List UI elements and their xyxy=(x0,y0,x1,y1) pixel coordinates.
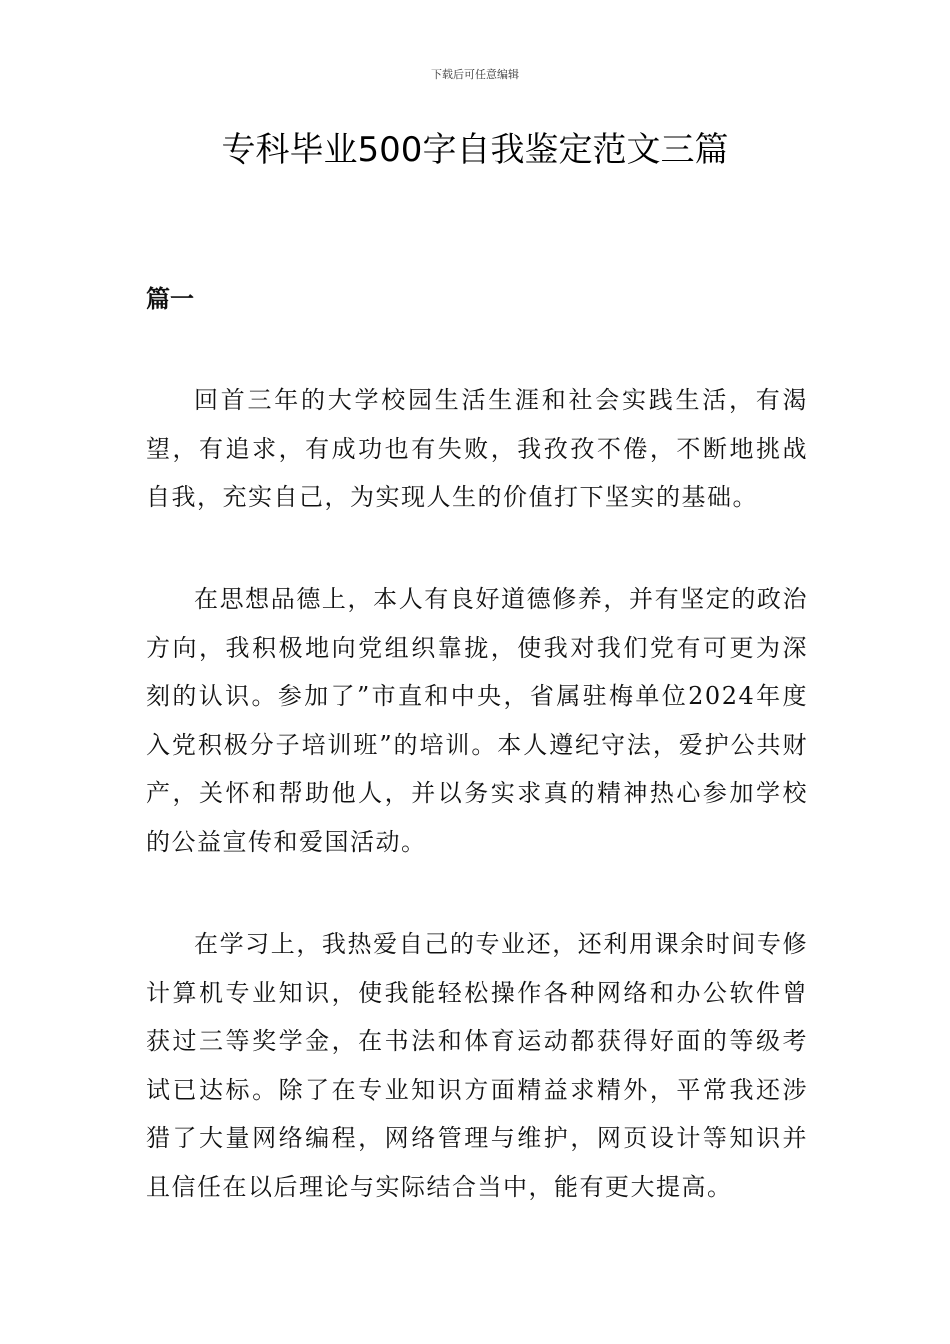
paragraph-2-container xyxy=(146,575,808,866)
paragraph-1: 回首三年的大学校园生活生涯和社会实践生活，有渴望，有追求，有成功也有失败，我孜孜不倦，不断地挑战自我，充实自己，为实现人生的价值打下坚实的基础。 xyxy=(146,386,808,511)
paragraph-2: 在思想品德上，本人有良好道德修养，并有坚定的政治方向，我积极地向党组织靠拢，使我对我们党有可更为深刻的认识。参加了”市直和中央，省属驻梅单位2024年度入党积极分子培训班”的培训。本人遵纪守法，爱护公共财产，关怀和帮助他人，并以务实求真的精神热心参加学校的公益宣传和爱国活动。 xyxy=(146,585,808,856)
paragraph-3: 在学习上，我热爱自己的专业还，还利用课余时间专修计算机专业知识，使我能轻松操作各种网络和办公软件曾获过三等奖学金，在书法和体育运动都获得好面的等级考试已达标。除了在专业知识方面精益求精外，平常我还涉猎了大量网络编程，网络管理与维护，网页设计等知识并且信任在以后理论与实际结合当中，能有更大提高。 xyxy=(146,930,808,1201)
header-note: 下载后可任意编辑 xyxy=(431,68,519,81)
document-title: 专科毕业500字自我鉴定范文三篇 xyxy=(221,130,729,170)
paragraph-1-container xyxy=(146,376,808,522)
paragraph-3-container xyxy=(146,920,808,1211)
section-heading: 篇一 xyxy=(146,284,194,313)
